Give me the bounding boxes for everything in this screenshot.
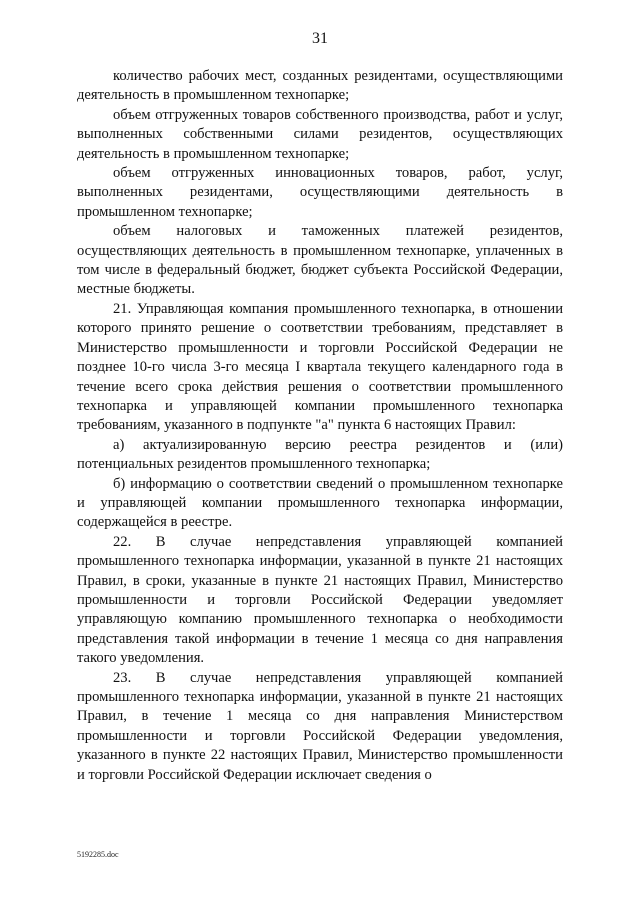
- paragraph-tax-payments: объем налоговых и таможенных платежей резидентов, осуществляющих деятельность в промышленном технопарке, уплаченных в том числе в федеральный бюджет, бюджет субъекта Российской Федерации, местные бюджеты.: [77, 223, 563, 298]
- document-body: [77, 67, 563, 785]
- page-number: 31: [312, 30, 328, 47]
- paragraph-clause-21-b: б) информацию о соответствии сведений о промышленном технопарке и управляющей компании промышленного технопарка информации, содержащейся в реестре.: [77, 475, 563, 531]
- paragraph-clause-22: 22. В случае непредставления управляющей компанией промышленного технопарка информации, указанной в пункте 21 настоящих Правил, в сроки, указанные в пункте 21 настоящих Правил, Министерство промышленности и торговли Российской Федерации уведомляет управляющую компанию промышленного технопарка о необходимости представления такой информации в течение 1 месяца со дня направления такого уведомления.: [77, 533, 563, 667]
- paragraph-clause-21-a: а) актуализированную версию реестра резидентов и (или) потенциальных резидентов промышленного технопарка;: [77, 436, 563, 473]
- document-file-id: 5192285.doc: [77, 850, 119, 859]
- paragraph-clause-21: 21. Управляющая компания промышленного технопарка, в отношении которого принято решение о соответствии требованиям, представляет в Министерство промышленности и торговли Российской Федерации не позднее 10-го числа 3-го месяца I квартала текущего календарного года в течение всего срока действия решения о соответствии промышленного технопарка и управляющей компании промышленного технопарка требованиям, указанного в подпункте "а" пункта 6 настоящих Правил:: [77, 300, 563, 434]
- paragraph-shipped-goods: объем отгруженных товаров собственного производства, работ и услуг, выполненных собственными силами резидентов, осуществляющих деятельность в промышленном технопарке;: [77, 106, 563, 162]
- paragraph-innovative-goods: объем отгруженных инновационных товаров, работ, услуг, выполненных резидентами, осуществляющими деятельность в промышленном технопарке;: [77, 165, 563, 220]
- paragraph-clause-23: 23. В случае непредставления управляющей компанией промышленного технопарка информации, указанной в пункте 21 настоящих Правил, в течение 1 месяца со дня направления Министерством промышленности и торговли Российской Федерации уведомления, указанного в пункте 22 настоящих Правил, Министерство промышленности и торговли Российской Федерации исключает сведения о: [77, 669, 563, 783]
- paragraph-workplaces: количество рабочих мест, созданных резидентами, осуществляющими деятельность в промышленном технопарке;: [77, 68, 563, 104]
